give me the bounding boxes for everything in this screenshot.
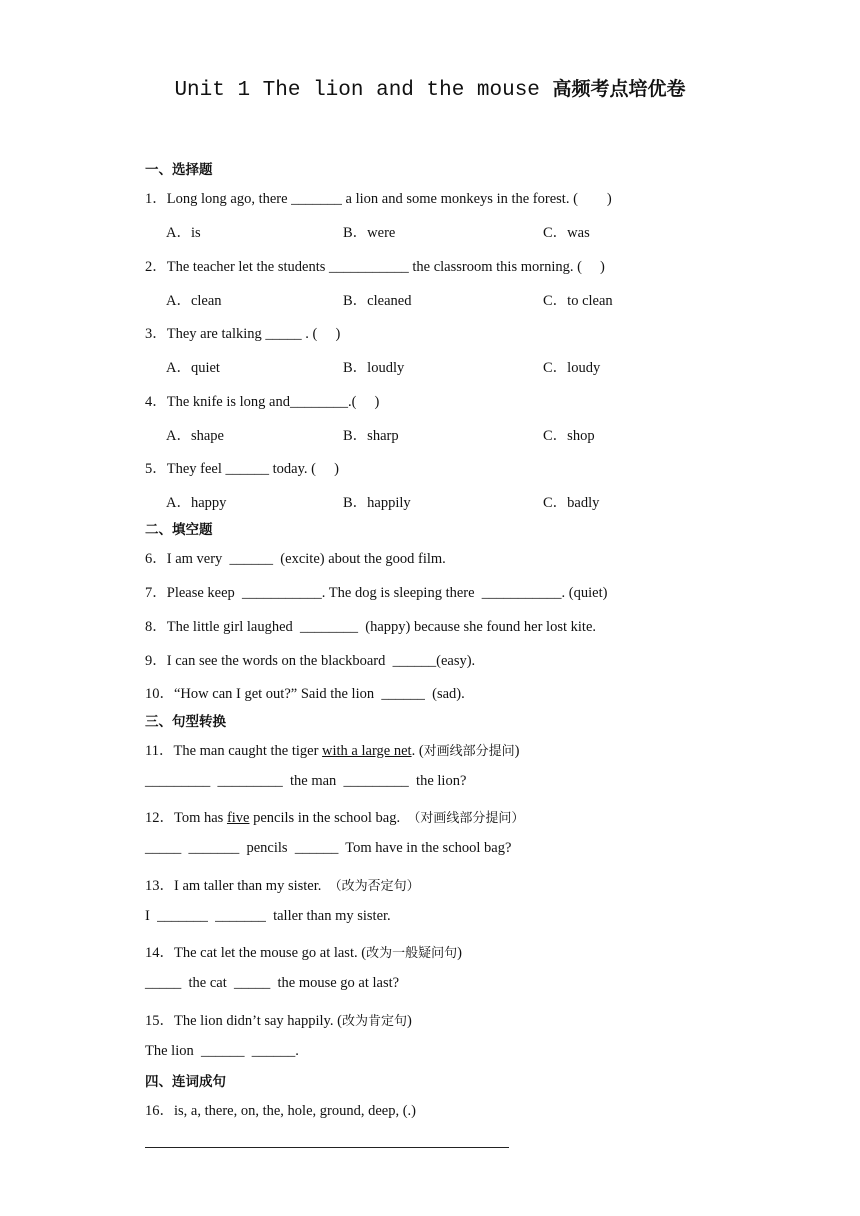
q3-option-c: C．loudy (543, 360, 601, 376)
question-12: 12．Tom has five pencils in the school bag. （对画线部分提问） (145, 810, 525, 826)
question-3: 3．They are talking _____ . ( ) (145, 326, 341, 342)
question-8: 8．The little girl laughed ________ (happy) because she found her lost kite. (145, 619, 597, 635)
question-15: 15．The lion didn’t say happily. (改为肯定句) (145, 1013, 412, 1029)
q4-option-b: B．sharp (343, 428, 399, 444)
q4-option-a: A．shape (166, 428, 224, 444)
q13-answer-line: I _______ _______ taller than my sister. (145, 908, 391, 924)
section-heading-fill: 二、填空题 (145, 522, 213, 538)
question-2: 2．The teacher let the students ___________ the classroom this morning. ( ) (145, 259, 605, 275)
title-en: Unit 1 The lion and the mouse (174, 79, 540, 102)
page-title (0, 74, 860, 102)
section-heading-reorder: 四、连词成句 (145, 1074, 226, 1090)
section-heading-transform: 三、句型转换 (145, 714, 226, 730)
question-4: 4．The knife is long and________.( ) (145, 394, 380, 410)
q5-option-b: B．happily (343, 495, 411, 511)
question-9: 9．I can see the words on the blackboard ______(easy). (145, 653, 476, 669)
q5-option-c: C．badly (543, 495, 600, 511)
question-16: 16．is, a, there, on, the, hole, ground, deep, (.) (145, 1103, 416, 1119)
q11-underlined: with a large net (322, 743, 412, 759)
q11-answer-line: _________ _________ the man _________ the lion? (145, 773, 467, 789)
question-1: 1．Long long ago, there _______ a lion and some monkeys in the forest. ( ) (145, 191, 612, 207)
q2-option-c: C．to clean (543, 293, 613, 309)
question-5: 5．They feel ______ today. ( ) (145, 461, 339, 477)
q5-option-a: A．happy (166, 495, 227, 511)
section-heading-choice: 一、选择题 (145, 162, 213, 178)
question-10: 10．“How can I get out?” Said the lion ______ (sad). (145, 686, 465, 702)
question-7: 7．Please keep ___________. The dog is sleeping there ___________. (quiet) (145, 585, 608, 601)
title-cn: 高频考点培优卷 (552, 78, 686, 100)
q4-option-c: C．shop (543, 428, 595, 444)
q2-option-b: B．cleaned (343, 293, 412, 309)
question-6: 6．I am very ______ (excite) about the good film. (145, 551, 446, 567)
q3-option-b: B．loudly (343, 360, 405, 376)
q3-option-a: A．quiet (166, 360, 220, 376)
question-11: 11．The man caught the tiger with a large net. (对画线部分提问) (145, 743, 520, 759)
q1-option-c: C．was (543, 225, 590, 241)
q1-option-a: A．is (166, 225, 201, 241)
q1-option-b: B．were (343, 225, 396, 241)
q15-answer-line: The lion ______ ______. (145, 1043, 299, 1059)
question-13: 13．I am taller than my sister. （改为否定句） (145, 878, 420, 894)
q2-option-a: A．clean (166, 293, 222, 309)
q12-answer-line: _____ _______ pencils ______ Tom have in the school bag? (145, 840, 512, 856)
q16-answer-line (145, 1147, 509, 1148)
q14-answer-line: _____ the cat _____ the mouse go at last? (145, 975, 400, 991)
q12-underlined: five (226, 810, 250, 826)
question-14: 14．The cat let the mouse go at last. (改为一般疑问句) (145, 945, 462, 961)
